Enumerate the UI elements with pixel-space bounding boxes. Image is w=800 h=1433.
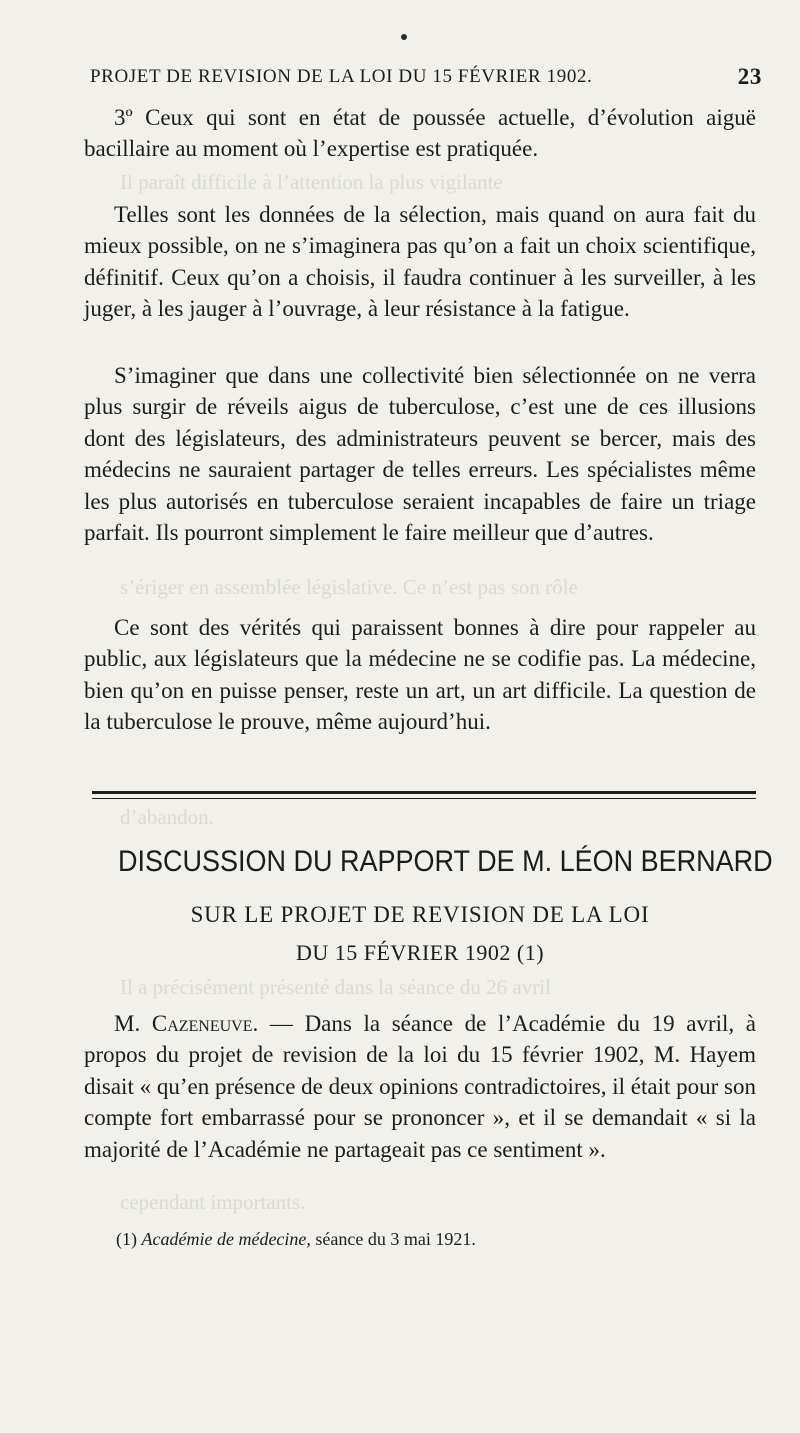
bleed-through: cependant importants. [120,1190,306,1214]
page-number: 23 [737,64,762,89]
paragraph-item-3 [84,102,756,165]
paragraph-discussion [84,1008,756,1165]
ink-dot [401,34,407,40]
section-title: DISCUSSION DU RAPPORT DE M. LÉON BERNARD [118,845,773,878]
paragraph-text: Ce sont des vérités qui paraissent bonnes à dire pour rappeler au public, aux législateurs que la médecine ne se codifie pas. La médecine, bien qu’on en puisse penser, reste un art, un art difficile. La question de la tuberculose le prouve, même aujourd’hui. [84,615,756,735]
paragraph-illusions [84,360,756,548]
section-subtitle-date: DU 15 FÉVRIER 1902 (1) [295,940,545,965]
bleed-through: Il paraît difficile à l’attention la plus vigilante [120,170,503,194]
paragraph-text [84,1008,756,1165]
paragraph-verites [84,612,756,738]
double-rule-divider [92,791,756,801]
running-head [90,62,762,92]
bleed-through: d’abandon. [120,805,214,829]
footnote-text: séance du 3 mai 1921. [310,1229,476,1249]
footnote [116,1224,756,1254]
paragraph-text: Telles sont les données de la sélection, mais quand on aura fait du mieux possible, on ne s’imaginera pas qu’on a fait un choix scientifique, définitif. Ceux qu’on a choisis, il faudra continuer à les surveiller, à les juger, à les jauger à l’ouvrage, à leur résistance à la fatigue. [84,202,756,322]
bleed-through: s’ériger en assemblée législative. Ce n’est pas son rôle [120,575,578,599]
paragraph-text: 3º Ceux qui sont en état de poussée actuelle, d’évolution aiguë bacillaire au moment où l’expertise est pratiquée. [84,105,756,162]
running-head-title: PROJET DE REVISION DE LA LOI DU 15 FÉVRIER 1902. [90,66,593,87]
footnote-marker: (1) [116,1229,142,1249]
speaker-name: M. Cazeneuve. [114,1011,259,1036]
section-subtitle: SUR LE PROJET DE REVISION DE LA LOI [190,902,650,927]
footnote-source: Académie de médecine, [141,1229,311,1249]
discussion-text: — Dans la séance de l’Académie du 19 avril, à propos du projet de revision de la loi du 15 février 1902, M. Hayem disait « qu’en présence de deux opinions contradictoires, il était pour son compte fort embarrassé pour se prononcer », et il se demandait « si la majorité de l’Académie ne partageait pas ce sentiment ». [84,1011,756,1162]
paragraph-text: S’imaginer que dans une collectivité bien sélectionnée on ne verra plus surgir de réveils aigus de tuberculose, c’est une de ces illusions dont des législateurs, des administrateurs peuvent se bercer, mais des médecins ne sauraient partager de telles erreurs. Les spécialistes même les plus autorisés en tuberculose seraient incapables de faire un triage parfait. Ils pourront simplement le faire meilleur que d’autres. [84,363,756,546]
rule-thick [92,791,756,794]
paragraph-selection [84,199,756,325]
bleed-through: Il a précisément présenté dans la séance du 26 avril [120,975,551,999]
rule-thin [92,798,756,799]
